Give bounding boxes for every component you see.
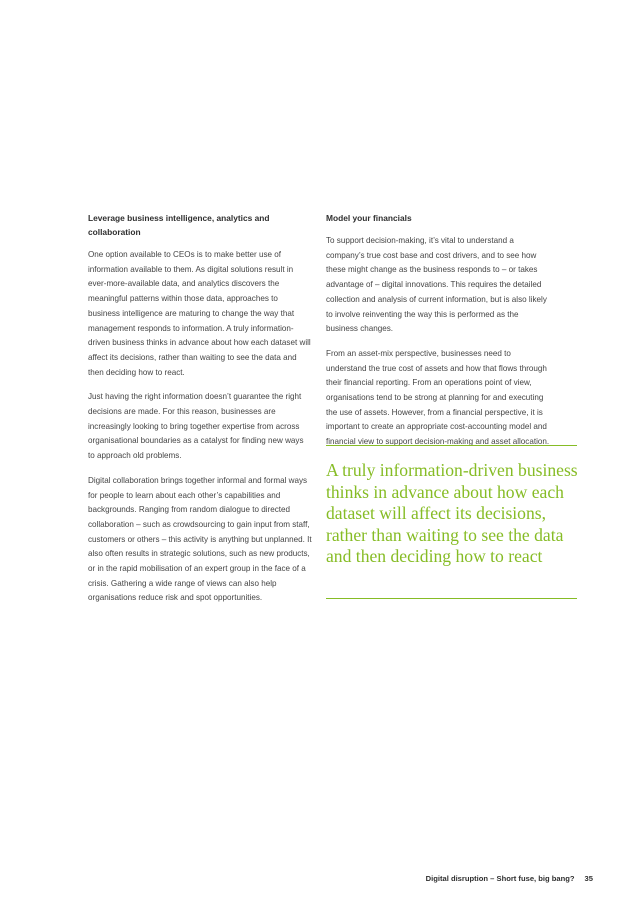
pull-quote: A truly information-driven business thinks in advance about how each dataset will affect its decisions, rather than waiting to see the data and then deciding how to react	[326, 460, 578, 567]
paragraph: From an asset-mix perspective, businesses need to understand the true cost of assets and how that flows through their financial reporting. From an operations point of view, organisations tend to be strong at planning for and executing the use of assets. However, from a financial perspective, it is important to create an appropriate cost-accounting model and financial view to support decision-making and asset allocation.	[326, 348, 550, 447]
paragraph: Just having the right information doesn’t guarantee the right decisions are made. For this reason, businesses are increasingly looking to bring together expertise from across organisational boundaries as a catalyst for finding new ways to approach old problems.	[88, 392, 304, 461]
paragraph: Digital collaboration brings together informal and formal ways for people to learn about each other’s capabilities and backgrounds. Ranging from random dialogue to directed collaboration – such as crowdsourcing to gain input from staff, customers or others – this activity is anything but unplanned. It also often results in strategic solutions, such as new products, or in the rapid mobilisation of an expert group in the face of a crisis. Gathering a wide range of views can also help organisations reduce risk and spot opportunities.	[88, 475, 312, 603]
paragraph: To support decision-making, it’s vital to understand a company’s true cost base and cost drivers, and to see how these might change as the business responds to – or takes advantage of – digital innovations. This requires the detailed collection and analysis of current information, but is also likely to involve reinventing the way this is performed as the business changes.	[326, 236, 547, 334]
section-heading-business-intelligence: Leverage business intelligence, analytics and collaboration	[88, 213, 270, 237]
page-number: 35	[584, 874, 593, 883]
right-column	[326, 211, 550, 460]
footer-title: Digital disruption – Short fuse, big bang?	[425, 874, 575, 883]
pull-quote-bottom-rule	[326, 598, 577, 599]
paragraph: One option available to CEOs is to make better use of information available to them. As digital solutions result in ever-more-available data, and analytics discovers the meaningful patterns within those data, approaches to business intelligence are maturing to change the way that management responds to information. A truly information-driven business thinks in advance about how each dataset will affect its decisions, rather than waiting to see the data and then deciding how to react.	[88, 250, 311, 377]
left-column	[88, 211, 312, 616]
page-footer	[426, 874, 593, 883]
pull-quote-top-rule	[326, 445, 577, 446]
section-heading-model-financials: Model your financials	[326, 213, 412, 223]
